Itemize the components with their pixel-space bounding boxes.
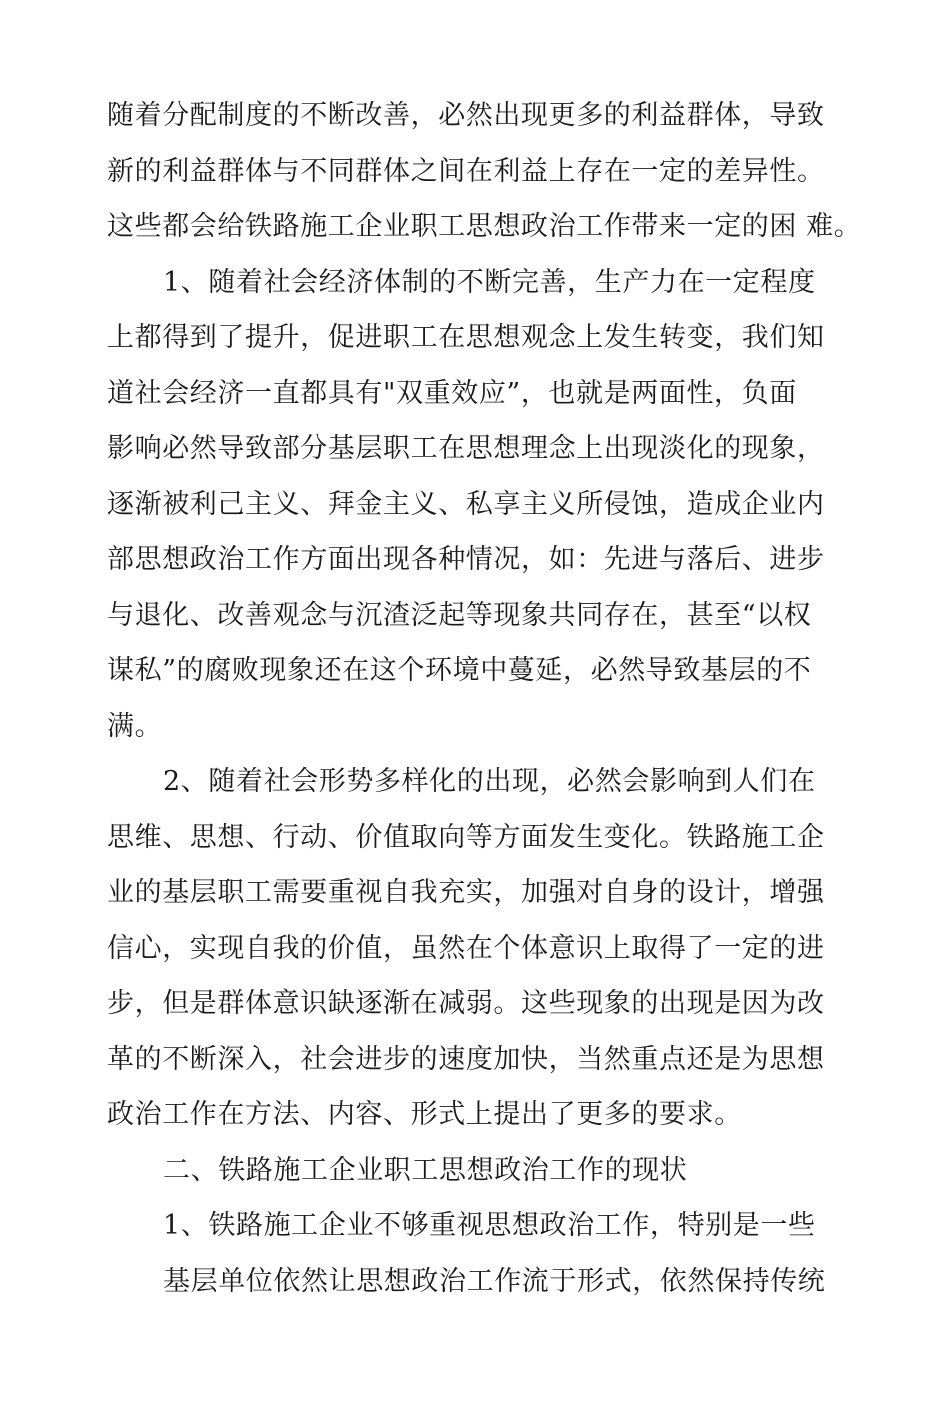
text-line: 信心，实现自我的价值，虽然在个体意识上取得了一定的进 [107, 932, 825, 964]
text-line: 革的不断深入，社会进步的速度加快，当然重点还是为思想 [107, 1043, 825, 1075]
text-line: 随着分配制度的不断改善，必然出现更多的利益群体，导致 [107, 100, 825, 131]
section-heading: 二、铁路施工企业职工思想政治工作的现状 [163, 1154, 688, 1186]
text-line: 思维、思想、行动、价值取向等方面发生变化。铁路施工企 [107, 821, 825, 853]
text-line: 谋私”的腐败现象还在这个环境中蔓延，必然导致基层的不 [107, 655, 812, 686]
text-line: 与退化、改善观念与沉渣泛起等现象共同存在，甚至“以权 [107, 599, 812, 631]
text-line: 部思想政治工作方面出现各种情况，如：先进与落后、进步 [107, 544, 825, 575]
text-line: 政治工作在方法、内容、形式上提出了更多的要求。 [107, 1099, 742, 1130]
text-line: 上都得到了提升，促进职工在思想观念上发生转变，我们知 [107, 322, 825, 353]
document-body [107, 88, 862, 1309]
paragraph-first-line: 2、随着社会形势多样化的出现，必然会影响到人们在 [163, 766, 816, 797]
text-line: 这些都会给铁路施工企业职工思想政治工作带来一定的困 难。 [107, 211, 862, 242]
text-line: 影响必然导致部分基层职工在思想理念上出现淡化的现象， [107, 433, 825, 464]
text-line: 业的基层职工需要重视自我充实，加强对自身的设计，增强 [107, 877, 825, 908]
paragraph-first-line: 1、铁路施工企业不够重视思想政治工作，特别是一些 [163, 1210, 816, 1241]
text-line: 步，但是群体意识缺逐渐在减弱。这些现象的出现是因为改 [107, 988, 825, 1019]
text-line: 基层单位依然让思想政治工作流于形式，依然保持传统 [163, 1265, 826, 1297]
paragraph-first-line: 1、随着社会经济体制的不断完善，生产力在一定程度 [163, 266, 816, 298]
text-line: 逐渐被利己主义、拜金主义、私享主义所侵蚀，造成企业内 [107, 488, 825, 520]
text-line: 道社会经济一直都具有"双重效应”，也就是两面性，负面 [107, 377, 797, 409]
text-line: 满。 [107, 710, 163, 742]
text-line: 新的利益群体与不同群体之间在利益上存在一定的差异性。 [107, 155, 825, 187]
